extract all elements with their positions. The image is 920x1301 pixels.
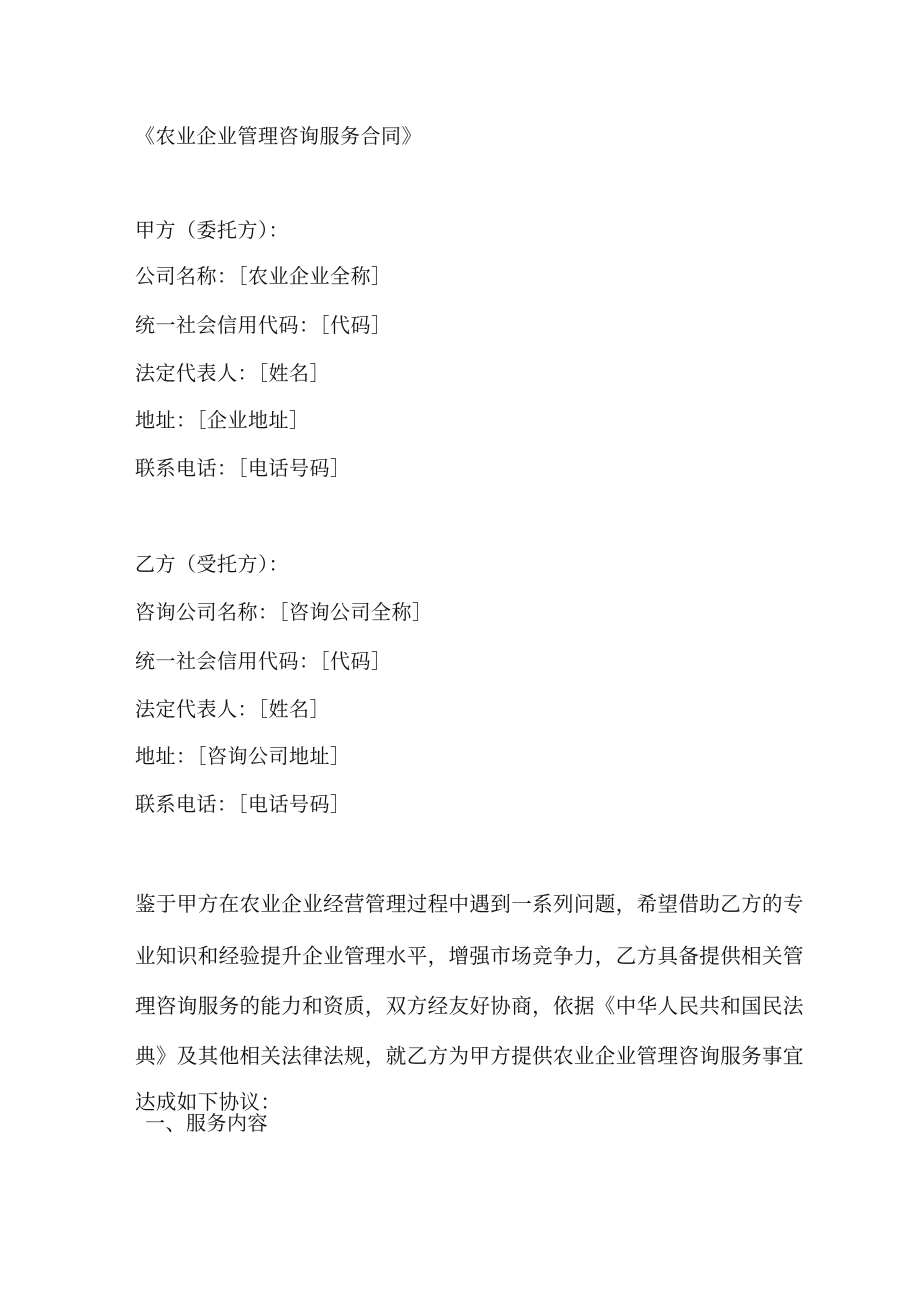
- party-a-company-name: 公司名称：［农业企业全称］: [135, 264, 392, 288]
- section-1-heading: 一、服务内容: [145, 1111, 268, 1135]
- party-a-address: 地址：［企业地址］: [135, 408, 310, 432]
- party-b-address: 地址：［咨询公司地址］: [135, 744, 351, 768]
- document-title: 《农业企业管理咨询服务合同》: [135, 124, 422, 148]
- preamble-line-2: 业知识和经验提升企业管理水平，增强市场竞争力，乙方具备提供相关管: [135, 944, 804, 968]
- party-a-legal-rep: 法定代表人：［姓名］: [135, 361, 330, 385]
- party-a-heading: 甲方（委托方）：: [135, 218, 289, 242]
- party-b-credit-code: 统一社会信用代码：［代码］: [135, 649, 392, 673]
- preamble-line-1: 鉴于甲方在农业企业经营管理过程中遇到一系列问题，希望借助乙方的专: [135, 892, 804, 916]
- party-a-credit-code: 统一社会信用代码：［代码］: [135, 313, 392, 337]
- preamble-line-3: 理咨询服务的能力和资质，双方经友好协商，依据《中华人民共和国民法: [135, 994, 804, 1018]
- party-b-legal-rep: 法定代表人：［姓名］: [135, 697, 330, 721]
- party-a-phone: 联系电话：［电话号码］: [135, 456, 351, 480]
- party-b-heading: 乙方（受托方）：: [135, 552, 289, 576]
- preamble-line-5: 达成如下协议：: [135, 1090, 282, 1114]
- party-b-company-name: 咨询公司名称：［咨询公司全称］: [135, 600, 433, 624]
- preamble-line-4: 典》及其他相关法律法规，就乙方为甲方提供农业企业管理咨询服务事宜: [135, 1044, 804, 1068]
- party-b-phone: 联系电话：［电话号码］: [135, 792, 351, 816]
